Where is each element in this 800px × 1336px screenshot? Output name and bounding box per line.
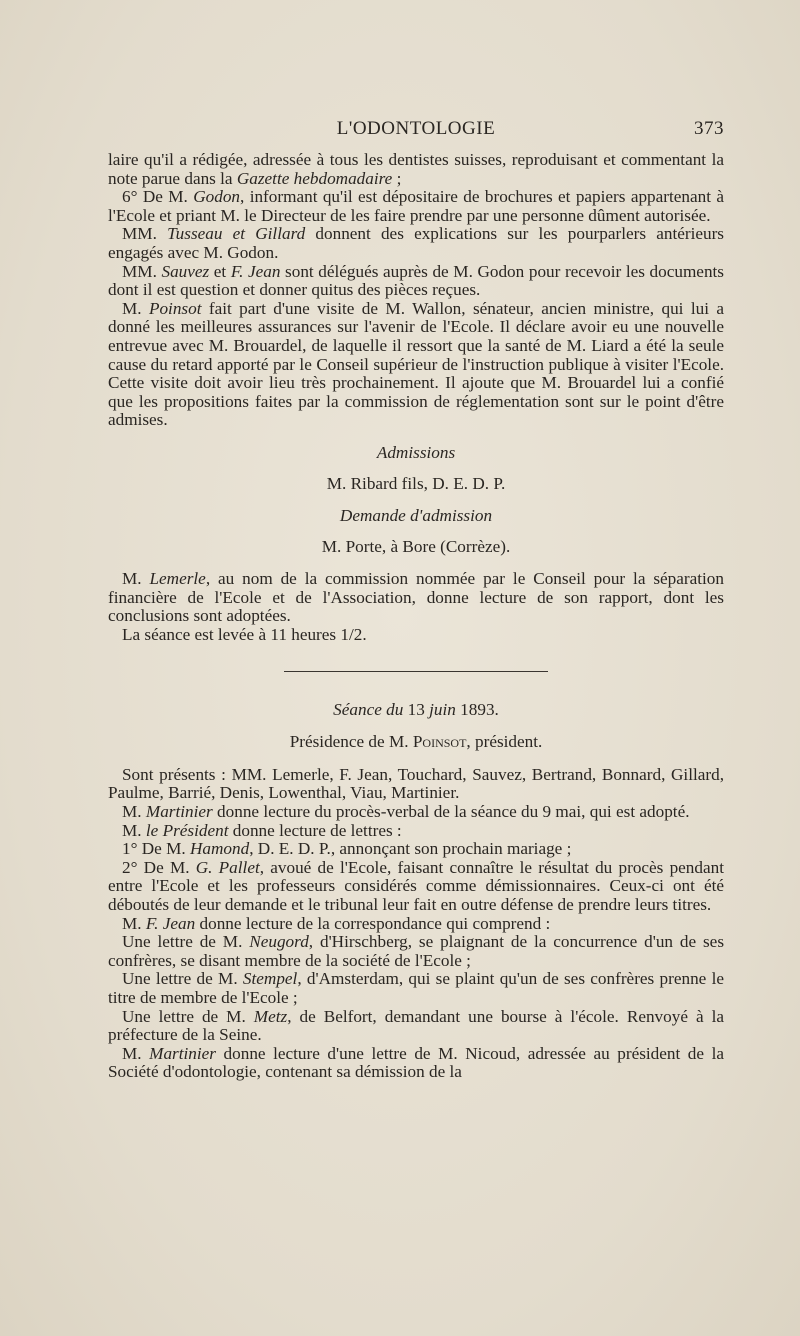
- section-divider: [108, 645, 724, 701]
- paragraph: Une lettre de M. Neugord, d'Hirschberg, se plaignant de la concurrence d'un de ses confrères, se disant membre de la société de l'Ecole ;: [108, 932, 725, 970]
- paragraph: 2° De M. G. Pallet, avoué de l'Ecole, faisant connaître le résultat du procès pendant entre l'Ecole et les professeurs considérés comme démissionnaires. Ceux-ci ont été déboutés de leur demande et le tribunal leur fait en outre défense de prendre leurs titres.: [108, 857, 724, 914]
- paragraph: Sont présents : MM. Lemerle, F. Jean, Touchard, Sauvez, Bertrand, Bonnard, Gillard, Paulme, Barrié, Denis, Lowenthal, Viau, Martinier.: [108, 764, 724, 803]
- page-number: 373: [694, 118, 724, 139]
- bottom-paragraphs: [108, 766, 724, 1082]
- seance-title: Séance du 13 juin 1893.: [333, 699, 499, 719]
- paragraph: M. Martinier donne lecture d'une lettre de M. Nicoud, adressée au président de la Société d'odontologie, contenant sa démission de la: [108, 1043, 724, 1082]
- presidence-suffix: , président.: [466, 732, 543, 752]
- paragraph: MM. Sauvez et F. Jean sont délégués auprès de M. Godon pour recevoir les documents dont il est question et donner quitus des pièces reçues.: [108, 261, 724, 300]
- top-paragraphs: [108, 151, 724, 430]
- demande-entry: M. Porte, à Bore (Corrèze).: [321, 536, 511, 556]
- running-header: [108, 118, 724, 142]
- page-body: [108, 151, 724, 1082]
- paragraph: M. Lemerle, au nom de la commission nommée par le Conseil pour la séparation financière de l'Ecole et de l'Association, donne lecture de son rapport, dont les conclusions sont adoptées.: [108, 569, 724, 626]
- paragraph: Une lettre de M. Stempel, d'Amsterdam, qui se plaint qu'un de ses confrères prenne le titre de membre de l'Ecole ;: [108, 969, 724, 1007]
- paragraph: M. le Président donne lecture de lettres :: [122, 820, 402, 840]
- journal-title: L'ODONTOLOGIE: [336, 118, 496, 139]
- presidence-prefix: Présidence de M.: [289, 732, 413, 752]
- admissions-heading: Admissions: [376, 442, 456, 462]
- paragraph: M. F. Jean donne lecture de la correspondance qui comprend :: [122, 913, 551, 933]
- paragraph: M. Martinier donne lecture du procès-verbal de la séance du 9 mai, qui est adopté.: [122, 802, 690, 822]
- paragraph: laire qu'il a rédigée, adressée à tous les dentistes suisses, reproduisant et commentant la note parue dans la Gazette hebdomadaire ;: [108, 150, 724, 188]
- middle-paragraphs: [108, 570, 724, 644]
- presidence-line: [108, 733, 724, 752]
- paragraph: M. Poinsot fait part d'une visite de M. Wallon, sénateur, ancien ministre, qui lui a donné les meilleures assurances sur l'avenir de l'Ecole. Il déclare avoir eu une nouvelle entrevue avec M. Brouardel, de laquelle il ressort que la santé de M. Liard a été la seule cause du retard apporté par le Conseil supérieur de l'instruction publique à visiter l'Ecole. Cette visite doit avoir lieu très prochainement. Il ajoute que M. Brouardel lui a confié que les propositions faites par la commission de réglementation sont sur le point d'être admises.: [108, 298, 724, 430]
- paragraph: MM. Tusseau et Gillard donnent des explications sur les pourparlers antérieurs engagés avec M. Godon.: [108, 224, 724, 262]
- admissions-entry: M. Ribard fils, D. E. D. P.: [326, 473, 506, 493]
- president-name: Poinsot: [412, 732, 467, 752]
- paragraph: 1° De M. Hamond, D. E. D. P., annonçant son prochain mariage ;: [122, 839, 572, 859]
- paragraph: La séance est levée à 11 heures 1/2.: [122, 625, 367, 645]
- demande-heading: Demande d'admission: [339, 506, 493, 526]
- paragraph: 6° De M. Godon, informant qu'il est dépositaire de brochures et papiers appartenant à l'Ecole et priant M. le Directeur de les faire prendre par une personne dûment autorisée.: [108, 187, 724, 225]
- paragraph: Une lettre de M. Metz, de Belfort, demandant une bourse à l'école. Renvoyé à la préfecture de la Seine.: [108, 1006, 724, 1045]
